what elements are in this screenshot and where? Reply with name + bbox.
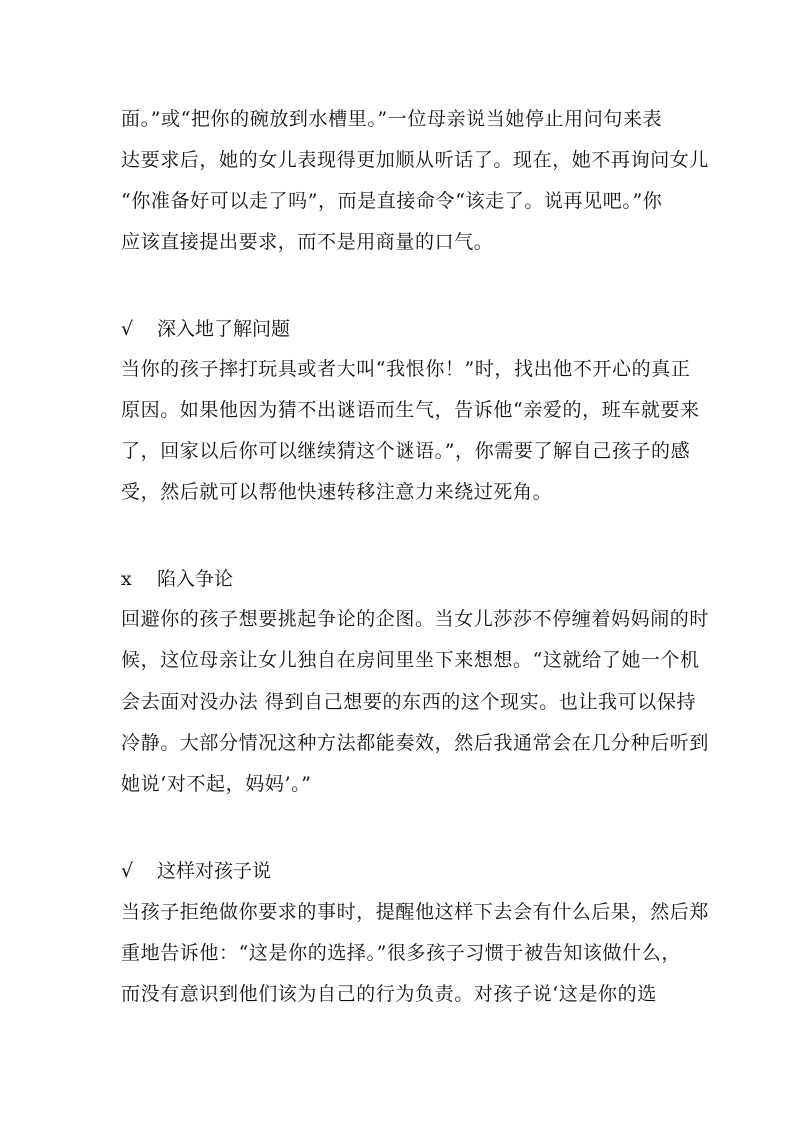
paragraph-line: 而没有意识到他们该为自己的行为负责。对孩子说‘这是你的选 bbox=[121, 983, 657, 1005]
paragraph-line: 候，这位母亲让女儿独自在房间里坐下来想想。“这就给了她一个机 bbox=[121, 649, 700, 671]
section-heading bbox=[121, 859, 271, 883]
paragraph-line: 原因。如果他因为猜不出谜语而生气，告诉他“亲爱的，班车就要来 bbox=[121, 399, 700, 421]
paragraph-line: 达要求后，她的女儿表现得更加顺从听话了。现在，她不再询问女儿 bbox=[121, 149, 710, 171]
paragraph-line: 当孩子拒绝做你要求的事时，提醒他这样下去会有什么后果，然后郑 bbox=[121, 901, 710, 923]
paragraph-line: 她说‘对不起，妈妈’。” bbox=[121, 773, 312, 795]
paragraph-line: 重地告诉他：“这是你的选择。”很多孩子习惯于被告知该做什么， bbox=[121, 942, 681, 964]
paragraph-line: 冷静。大部分情况这种方法都能奏效，然后我通常会在几分种后听到 bbox=[121, 732, 710, 754]
paragraph-line: 了，回家以后你可以继续猜这个谜语。”，你需要了解自己孩子的感 bbox=[121, 440, 691, 462]
section-title: 深入地了解问题 bbox=[157, 318, 291, 340]
section-heading bbox=[121, 567, 233, 591]
checkmark-icon: √ bbox=[121, 318, 134, 340]
paragraph-line: 会去面对没办法 得到自己想要的东西的这个现实。也让我可以保持 bbox=[121, 691, 697, 713]
section-title: 陷入争论 bbox=[157, 568, 234, 590]
paragraph-line: “你准备好可以走了吗”，而是直接命令“该走了。说再见吧。”你 bbox=[121, 190, 663, 212]
paragraph-line: 受，然后就可以帮他快速转移注意力来绕过死角。 bbox=[121, 481, 553, 503]
paragraph-line: 应该直接提出要求，而不是用商量的口气。 bbox=[121, 231, 494, 253]
checkmark-icon: √ bbox=[121, 860, 134, 882]
paragraph-line: 当你的孩子摔打玩具或者大叫“我恨你！”时，找出他不开心的真正 bbox=[121, 358, 691, 380]
section-title: 这样对孩子说 bbox=[157, 860, 272, 882]
cross-mark-icon: x bbox=[121, 568, 132, 590]
section-heading bbox=[121, 317, 290, 341]
paragraph-line: 面。”或“把你的碗放到水槽里。”一位母亲说当她停止用问句来表 bbox=[121, 108, 663, 130]
paragraph-line: 回避你的孩子想要挑起争论的企图。当女儿莎莎不停缠着妈妈闹的时 bbox=[121, 608, 710, 630]
